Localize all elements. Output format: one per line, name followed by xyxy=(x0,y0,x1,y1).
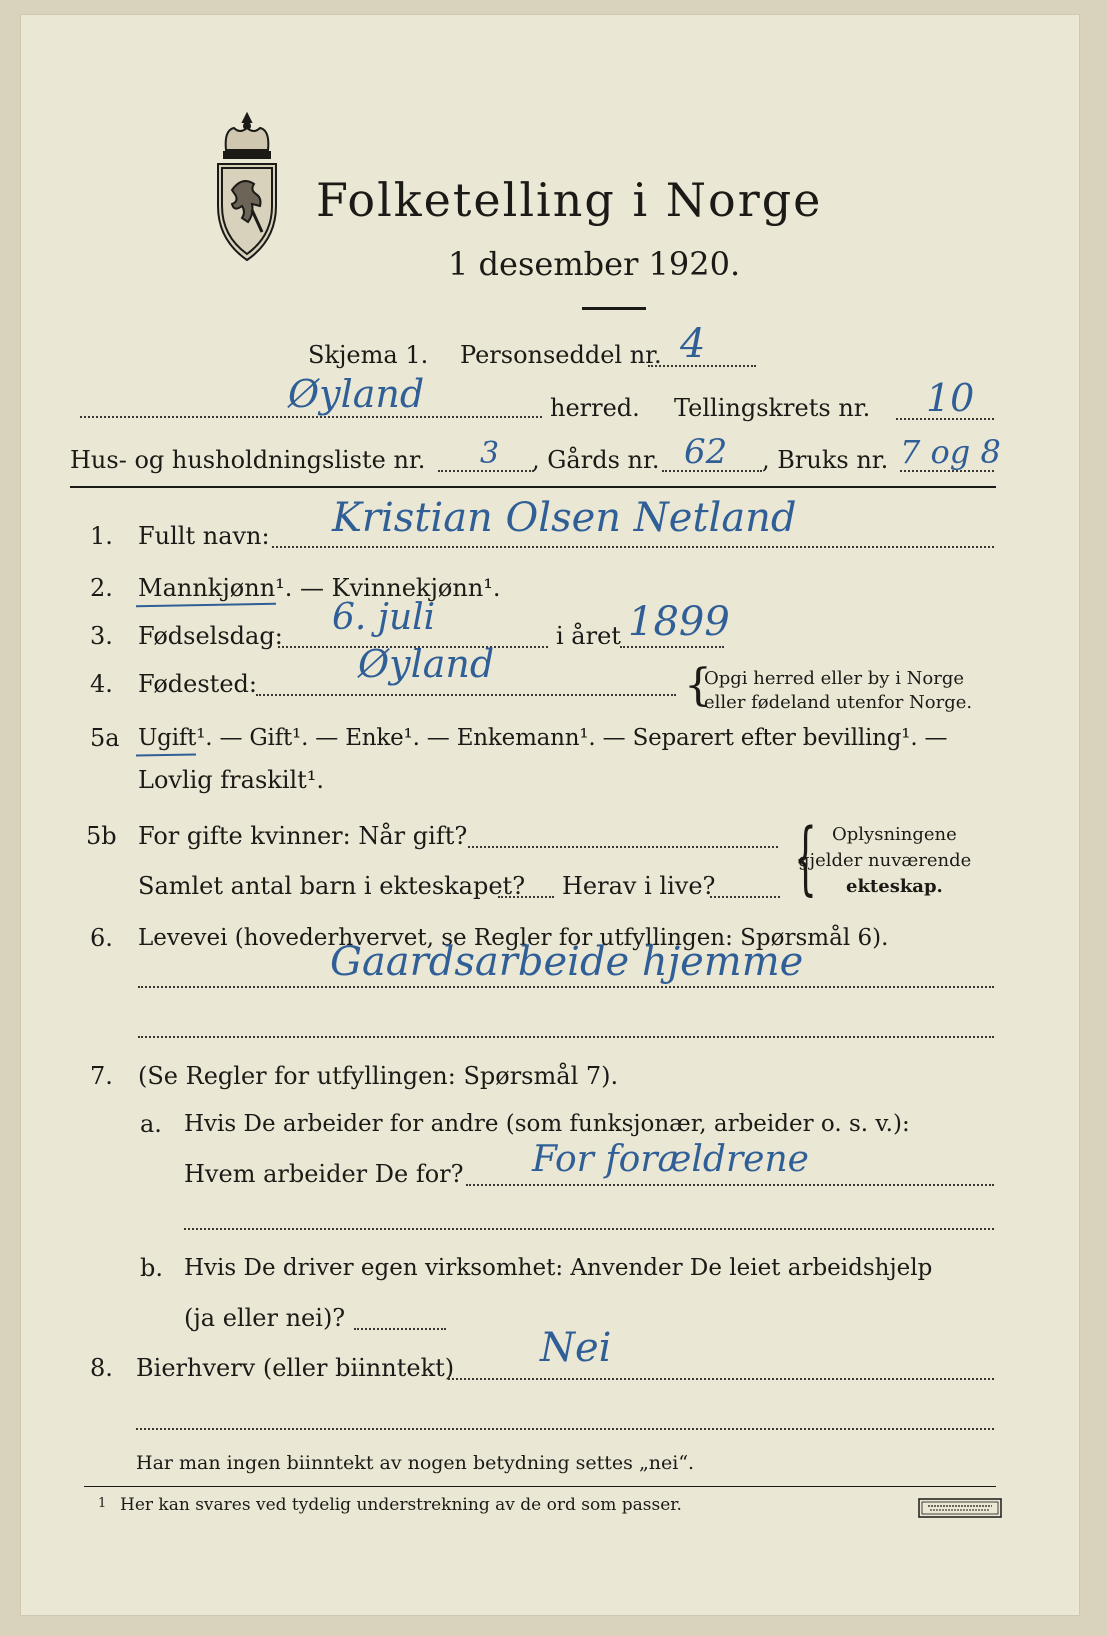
footnote-mark: 1 xyxy=(98,1496,107,1511)
q7-label: (Se Regler for utfyllingen: Spørsmål 7). xyxy=(138,1062,619,1090)
q3-value: 6. juli xyxy=(332,597,436,638)
q5b-note2: gjelder nuværende xyxy=(798,850,972,871)
q7a-line2: Hvem arbeider De for? xyxy=(184,1160,464,1188)
q5b-number: 5b xyxy=(86,822,117,850)
q6-number: 6. xyxy=(90,924,113,952)
q7b-line xyxy=(354,1328,446,1330)
norwegian-coat-of-arms-icon xyxy=(208,110,286,270)
page-title: Folketelling i Norge xyxy=(316,173,823,227)
q2-number: 2. xyxy=(90,574,113,602)
q4-value: Øyland xyxy=(358,642,495,686)
q3-label: Fødselsdag: xyxy=(138,622,283,650)
personseddel-value: 4 xyxy=(680,321,706,367)
q4-note-line2: eller fødeland utenfor Norge. xyxy=(704,692,973,713)
husholdningsliste-label: Hus- og husholdningsliste nr. xyxy=(70,446,426,474)
q1-line xyxy=(272,546,994,548)
q5b-note3: ekteskap. xyxy=(846,876,943,897)
q4-note-line1: Opgi herred eller by i Norge xyxy=(704,668,965,689)
q5b-note1: Oplysningene xyxy=(832,824,957,845)
herred-line xyxy=(80,416,542,418)
q5b-gift-line xyxy=(468,846,778,848)
gards-value: 62 xyxy=(684,432,728,472)
printer-stamp-icon xyxy=(918,1498,1002,1518)
q5b-note-brace: { xyxy=(793,811,817,904)
bruks-value: 7 og 8 xyxy=(900,433,1001,471)
q1-value: Kristian Olsen Netland xyxy=(332,495,797,541)
gards-label: , Gårds nr. xyxy=(532,446,660,474)
q7a-line-extra xyxy=(184,1228,994,1230)
q5b-line2b: Herav i live? xyxy=(562,872,716,900)
q4-line xyxy=(256,694,676,696)
q8-number: 8. xyxy=(90,1354,113,1382)
title-divider xyxy=(582,307,646,310)
q6-value: Gaardsarbeide hjemme xyxy=(330,939,804,985)
herred-value: Øyland xyxy=(288,372,425,416)
q5a-number: 5a xyxy=(90,724,120,752)
personseddel-label: Personseddel nr. xyxy=(460,341,662,369)
q1-label: Fullt navn: xyxy=(138,522,270,550)
q3-year-label: i året xyxy=(556,622,621,650)
q6-line1 xyxy=(138,986,994,988)
q7a-value: For forældrene xyxy=(532,1139,809,1180)
q1-number: 1. xyxy=(90,522,113,550)
q4-label: Fødested: xyxy=(138,670,257,698)
q3-number: 3. xyxy=(90,622,113,650)
census-form-page xyxy=(20,14,1080,1616)
q2-underline xyxy=(136,603,276,607)
q8-line xyxy=(448,1378,994,1380)
q7b-line2: (ja eller nei)? xyxy=(184,1304,346,1332)
q8-label: Bierhverv (eller biinntekt) xyxy=(136,1354,455,1382)
q7b-letter: b. xyxy=(140,1254,163,1282)
biinntekt-note: Har man ingen biinntekt av nogen betydning settes „nei“. xyxy=(136,1452,695,1474)
q7b-line1: Hvis De driver egen virksomhet: Anvender De leiet arbeidshjelp xyxy=(184,1255,933,1281)
q6-line2 xyxy=(138,1036,994,1038)
q2-label: Mannkjønn¹. — Kvinnekjønn¹. xyxy=(138,574,501,602)
q5a-line1: Ugift¹. — Gift¹. — Enke¹. — Enkemann¹. — Separert efter bevilling¹. — xyxy=(138,725,948,751)
q5b-live-line xyxy=(710,896,780,898)
q8-value: Nei xyxy=(540,1325,612,1371)
q7a-letter: a. xyxy=(140,1110,162,1138)
census-date: 1 desember 1920. xyxy=(448,245,741,283)
q5b-barn-line xyxy=(498,896,554,898)
q5b-line2a: Samlet antal barn i ekteskapet? xyxy=(138,872,526,900)
herred-label: herred. xyxy=(550,394,640,422)
q7a-line1: Hvis De arbeider for andre (som funksjonær, arbeider o. s. v.): xyxy=(184,1111,910,1137)
husholdningsliste-value: 3 xyxy=(480,436,500,471)
q5a-line2: Lovlig fraskilt¹. xyxy=(138,766,325,794)
skjema-label: Skjema 1. xyxy=(308,341,429,369)
tellingskrets-value: 10 xyxy=(926,376,975,420)
q5b-line1: For gifte kvinner: Når gift? xyxy=(138,822,468,850)
q4-note-brace: { xyxy=(684,660,712,711)
q8-line2 xyxy=(136,1428,994,1430)
q3-year-line xyxy=(620,646,724,648)
tellingskrets-label: Tellingskrets nr. xyxy=(674,394,871,422)
q6-label: Levevei (hovederhvervet, se Regler for utfyllingen: Spørsmål 6). xyxy=(138,925,889,951)
footnote-divider xyxy=(84,1486,996,1487)
q5a-underline xyxy=(136,753,196,756)
q3-year-value: 1899 xyxy=(628,599,730,645)
footnote-text: Her kan svares ved tydelig understrekning av de ord som passer. xyxy=(120,1495,682,1515)
q7-number: 7. xyxy=(90,1062,113,1090)
bruks-label: , Bruks nr. xyxy=(762,446,889,474)
q7a-line xyxy=(466,1184,994,1186)
q4-number: 4. xyxy=(90,670,113,698)
header-divider xyxy=(70,486,996,488)
